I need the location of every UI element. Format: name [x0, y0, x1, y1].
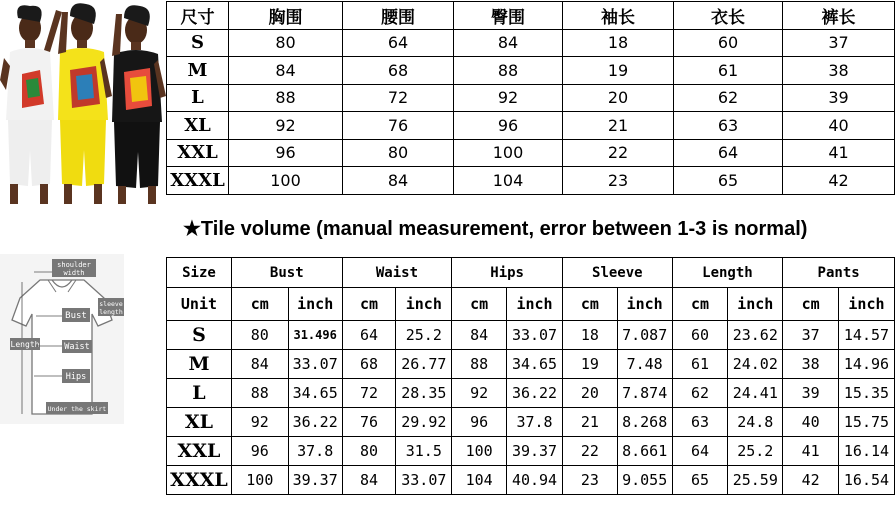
product-photo	[0, 0, 166, 204]
table-cell: 41	[783, 437, 839, 466]
table-cell: 64	[674, 139, 783, 167]
size-cell: L	[167, 84, 229, 112]
table-cell: 19	[563, 57, 674, 85]
table-cell: 16.14	[838, 437, 894, 466]
table-row	[167, 29, 895, 57]
table-row	[167, 112, 895, 140]
table-cell: 80	[342, 437, 396, 466]
table-cell: 14.57	[838, 321, 894, 350]
table-cell: 8.268	[617, 408, 672, 437]
table-cell: 104	[452, 466, 507, 495]
unit-header: Unit	[167, 288, 232, 321]
table-cell: 31.496	[288, 321, 342, 350]
table-cell: 9.055	[617, 466, 672, 495]
unit-inch: inch	[507, 288, 563, 321]
unit-inch: inch	[838, 288, 894, 321]
models-image	[0, 0, 166, 204]
size-cell: M	[167, 350, 232, 379]
sketch-label-hips: Hips	[65, 372, 87, 382]
table-cell: 21	[562, 408, 617, 437]
table-cell: 84	[342, 466, 396, 495]
table-cell: 8.661	[617, 437, 672, 466]
table-cell: 33.07	[507, 321, 563, 350]
table-cell: 64	[343, 29, 454, 57]
table-cell: 39.37	[507, 437, 563, 466]
table-cell: 34.65	[288, 379, 342, 408]
table-cell: 33.07	[288, 350, 342, 379]
table-row	[167, 379, 895, 408]
measurement-sketch	[0, 254, 124, 424]
table-cell: 68	[342, 350, 396, 379]
table-cell: 84	[229, 57, 343, 85]
unit-cm: cm	[783, 288, 839, 321]
header-cell: 袖长	[563, 2, 674, 30]
table-cell: 84	[452, 321, 507, 350]
table-cell: 7.48	[617, 350, 672, 379]
table-row	[167, 437, 895, 466]
table-cell: 63	[672, 408, 728, 437]
unit-cm: cm	[562, 288, 617, 321]
table-cell: 80	[343, 139, 454, 167]
table-cell: 14.96	[838, 350, 894, 379]
group-header: Hips	[452, 258, 563, 288]
sketch-label-waist: Waist	[64, 342, 90, 352]
table-cell: 39	[783, 379, 839, 408]
table-cell: 88	[452, 350, 507, 379]
size-cell: L	[167, 379, 232, 408]
table-cell: 104	[454, 167, 563, 195]
table-cell: 39.37	[288, 466, 342, 495]
model-black	[112, 5, 166, 204]
table-cell: 36.22	[507, 379, 563, 408]
table-row	[167, 139, 895, 167]
size-table-en	[166, 257, 895, 495]
table-cell: 33.07	[396, 466, 452, 495]
size-cell: XXL	[167, 139, 229, 167]
table-cell: 15.35	[838, 379, 894, 408]
table-cell: 23	[563, 167, 674, 195]
table-cell: 63	[674, 112, 783, 140]
unit-cm: cm	[452, 288, 507, 321]
table-cell: 60	[672, 321, 728, 350]
table-cell: 19	[562, 350, 617, 379]
header-cell: 胸围	[229, 2, 343, 30]
unit-inch: inch	[288, 288, 342, 321]
table-cell: 26.77	[396, 350, 452, 379]
table-header-row	[167, 2, 895, 30]
table-cell: 29.92	[396, 408, 452, 437]
table-cell: 24.41	[728, 379, 783, 408]
table-cell: 92	[229, 112, 343, 140]
header-cell: 臀围	[454, 2, 563, 30]
table-cell: 38	[783, 57, 895, 85]
sketch-label-length: Length	[10, 340, 40, 349]
table-cell: 37.8	[288, 437, 342, 466]
table-cell: 28.35	[396, 379, 452, 408]
sketch-label-width: width	[63, 269, 85, 277]
table-cell: 92	[454, 84, 563, 112]
size-cell: M	[167, 57, 229, 85]
table-cell: 61	[672, 350, 728, 379]
table-cell: 41	[783, 139, 895, 167]
size-header: Size	[167, 258, 232, 288]
group-header: Length	[672, 258, 783, 288]
header-cell: 腰围	[343, 2, 454, 30]
header-cell: 尺寸	[167, 2, 229, 30]
sketch-label-sleeve: sleeve	[99, 300, 123, 308]
table-cell: 20	[563, 84, 674, 112]
table-row	[167, 321, 895, 350]
size-cell: XL	[167, 408, 232, 437]
unit-cm: cm	[672, 288, 728, 321]
table-cell: 100	[231, 466, 288, 495]
table-cell: 40	[783, 112, 895, 140]
model-yellow	[58, 3, 112, 204]
table-cell: 92	[231, 408, 288, 437]
table-cell: 18	[563, 29, 674, 57]
table-header-row	[167, 258, 895, 288]
table-cell: 22	[562, 437, 617, 466]
table-cell: 96	[231, 437, 288, 466]
table-cell: 72	[342, 379, 396, 408]
table-cell: 20	[562, 379, 617, 408]
table-cell: 25.2	[396, 321, 452, 350]
table-cell: 16.54	[838, 466, 894, 495]
dress-diagram-icon	[0, 254, 124, 424]
table-cell: 65	[672, 466, 728, 495]
sketch-label-shoulder: shoulder	[57, 261, 91, 269]
table-cell: 72	[343, 84, 454, 112]
table-cell: 23.62	[728, 321, 783, 350]
table-cell: 64	[672, 437, 728, 466]
table-cell: 96	[229, 139, 343, 167]
table-cell: 22	[563, 139, 674, 167]
table-cell: 88	[231, 379, 288, 408]
table-cell: 21	[563, 112, 674, 140]
table-cell: 37.8	[507, 408, 563, 437]
header-cell: 衣长	[674, 2, 783, 30]
measurement-note: ★Tile volume (manual measurement, error between 1-3 is normal)	[183, 218, 808, 240]
unit-inch: inch	[396, 288, 452, 321]
table-cell: 68	[343, 57, 454, 85]
size-cell: S	[167, 29, 229, 57]
sketch-label-under-skirt: Under the skirt	[47, 405, 107, 413]
unit-inch: inch	[617, 288, 672, 321]
table-cell: 31.5	[396, 437, 452, 466]
header-cell: 裤长	[783, 2, 895, 30]
table-cell: 76	[343, 112, 454, 140]
table-cell: 84	[231, 350, 288, 379]
table-cell: 96	[454, 112, 563, 140]
table-cell: 100	[452, 437, 507, 466]
table-cell: 100	[454, 139, 563, 167]
table-cell: 40.94	[507, 466, 563, 495]
unit-cm: cm	[342, 288, 396, 321]
table-cell: 39	[783, 84, 895, 112]
table-row	[167, 408, 895, 437]
table-cell: 23	[562, 466, 617, 495]
table-cell: 84	[343, 167, 454, 195]
table-cell: 40	[783, 408, 839, 437]
size-cell: XXL	[167, 437, 232, 466]
size-cell: S	[167, 321, 232, 350]
table-row	[167, 350, 895, 379]
table-cell: 15.75	[838, 408, 894, 437]
table-cell: 76	[342, 408, 396, 437]
table-cell: 7.874	[617, 379, 672, 408]
size-cell: XXXL	[167, 466, 232, 495]
table-cell: 36.22	[288, 408, 342, 437]
table-cell: 24.8	[728, 408, 783, 437]
table-cell: 25.59	[728, 466, 783, 495]
sketch-label-bust: Bust	[65, 311, 87, 321]
size-cell: XXXL	[167, 167, 229, 195]
group-header: Sleeve	[562, 258, 672, 288]
table-cell: 24.02	[728, 350, 783, 379]
table-cell: 42	[783, 167, 895, 195]
table-cell: 92	[452, 379, 507, 408]
table-cell: 25.2	[728, 437, 783, 466]
table-cell: 64	[342, 321, 396, 350]
table-cell: 18	[562, 321, 617, 350]
table-cell: 42	[783, 466, 839, 495]
table-cell: 61	[674, 57, 783, 85]
model-white	[0, 5, 62, 204]
table-cell: 34.65	[507, 350, 563, 379]
table-cell: 60	[674, 29, 783, 57]
unit-row	[167, 288, 895, 321]
group-header: Waist	[342, 258, 452, 288]
unit-inch: inch	[728, 288, 783, 321]
table-row	[167, 84, 895, 112]
size-cell: XL	[167, 112, 229, 140]
table-cell: 37	[783, 321, 839, 350]
table-cell: 38	[783, 350, 839, 379]
table-cell: 37	[783, 29, 895, 57]
table-row	[167, 466, 895, 495]
table-cell: 80	[231, 321, 288, 350]
unit-cm: cm	[231, 288, 288, 321]
table-cell: 62	[674, 84, 783, 112]
table-cell: 7.087	[617, 321, 672, 350]
table-cell: 96	[452, 408, 507, 437]
group-header: Pants	[783, 258, 895, 288]
sketch-label-sleeve-length: length	[99, 308, 123, 316]
table-cell: 88	[454, 57, 563, 85]
table-row	[167, 167, 895, 195]
table-row	[167, 57, 895, 85]
table-cell: 84	[454, 29, 563, 57]
group-header: Bust	[231, 258, 342, 288]
table-cell: 62	[672, 379, 728, 408]
table-cell: 88	[229, 84, 343, 112]
table-cell: 100	[229, 167, 343, 195]
size-table-cn	[166, 1, 895, 195]
table-cell: 65	[674, 167, 783, 195]
table-cell: 80	[229, 29, 343, 57]
